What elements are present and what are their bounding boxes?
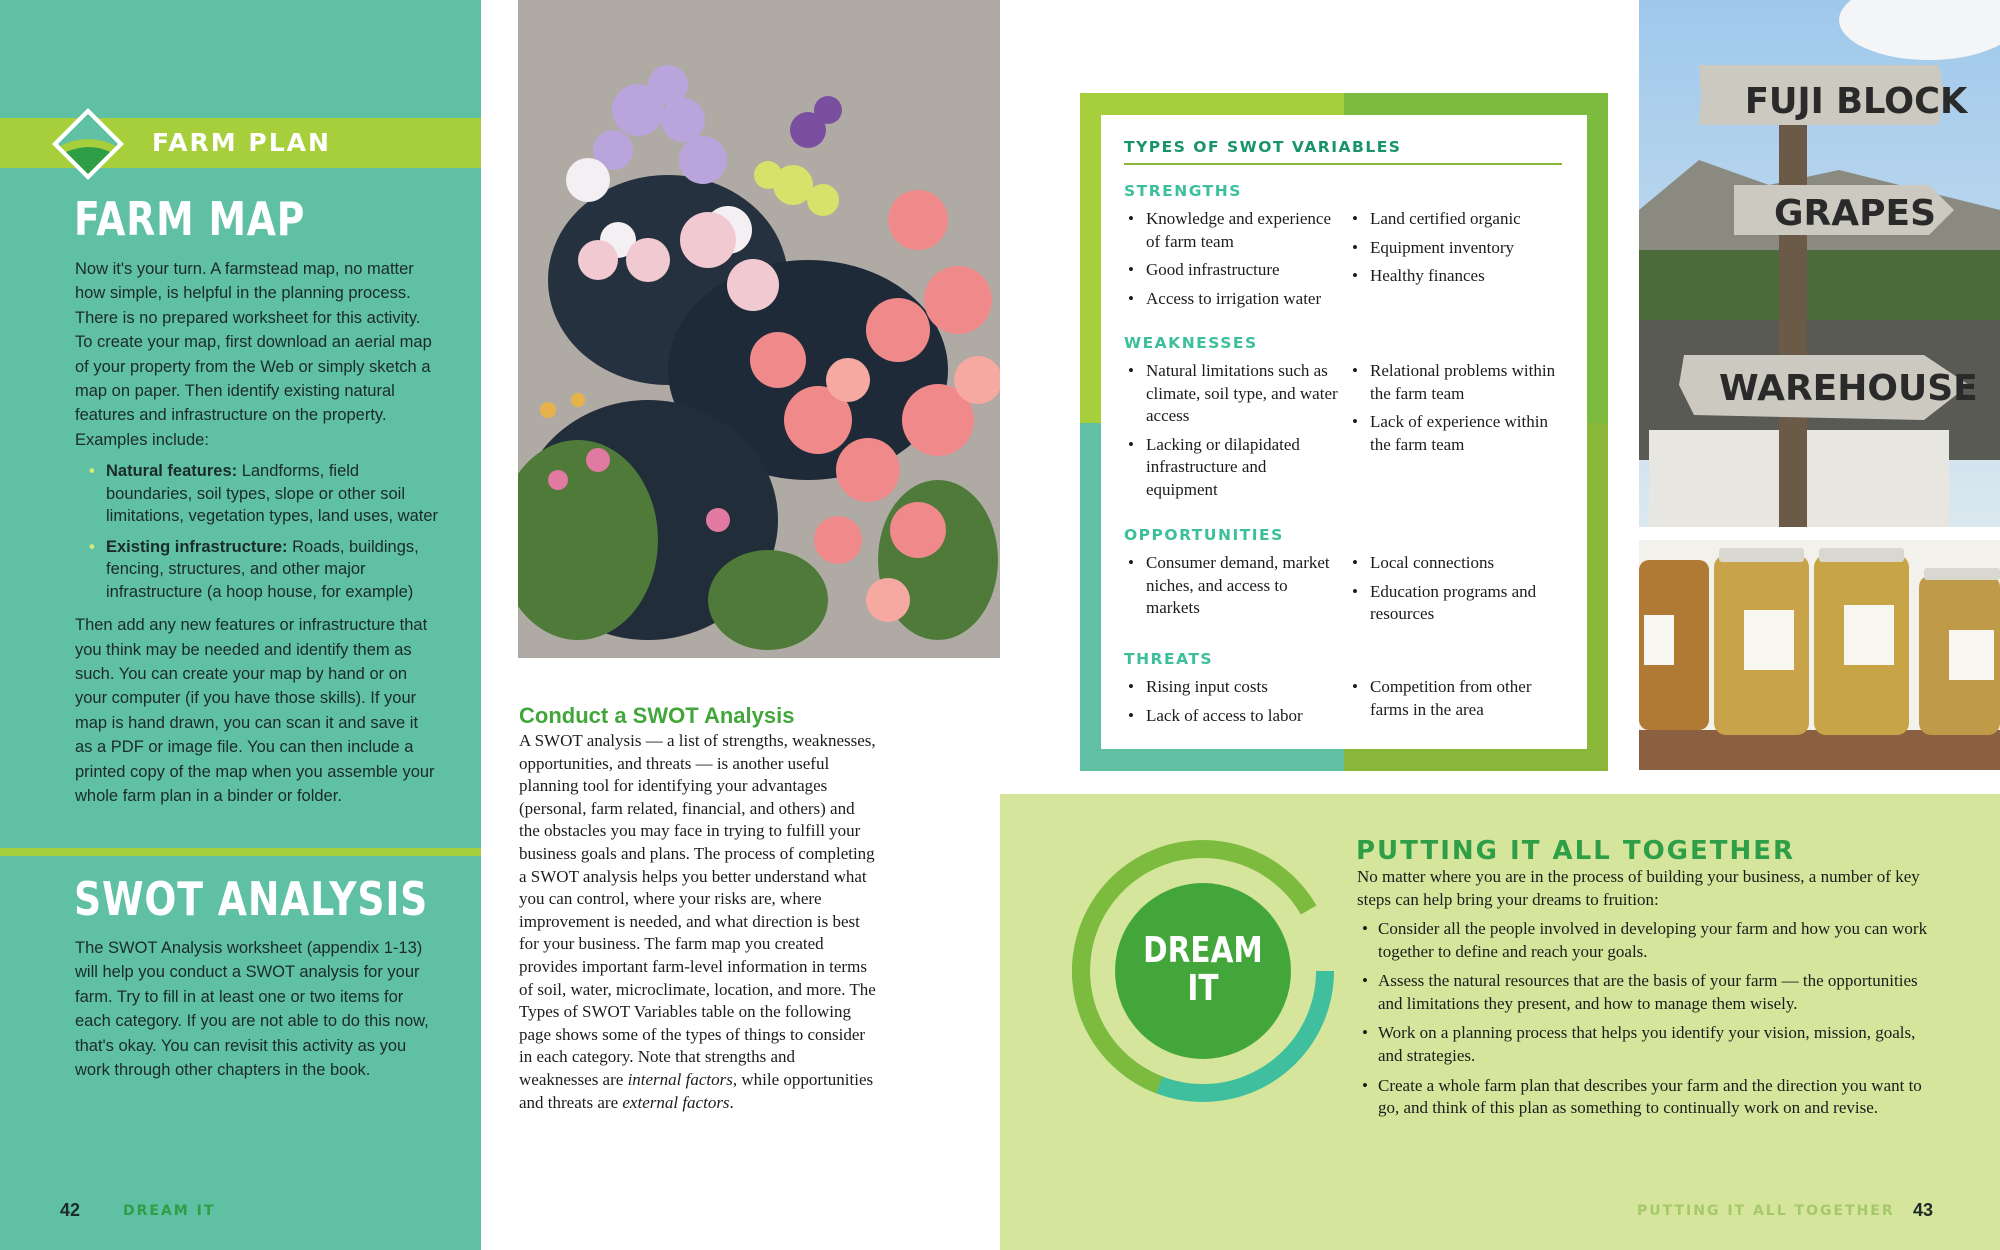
list-item: • Work on a planning process that helps you identify your vision, mission, goals, and strategies. <box>1357 1022 1937 1067</box>
threats-label: THREATS <box>1124 650 1214 668</box>
list-item: • Assess the natural resources that are the basis of your farm — the opportunities and limitations they present, and how to manage them wisely. <box>1357 970 1937 1015</box>
swot-analysis-heading: SWOT ANALYSIS <box>74 872 429 926</box>
weaknesses-label: WEAKNESSES <box>1124 334 1258 352</box>
emphasis-external-factors: external factors <box>622 1092 730 1112</box>
body-text: , while opportunities and threats are <box>519 1069 874 1112</box>
body-text: A SWOT analysis — a list of strengths, weaknesses, opportunities, and threats — is another useful planning tool for identifying your advantages (personal, farm related, financial, and others) and the obstacles you may face in trying to fulfill your business goals and plans. The process of completing a SWOT analysis helps you better understand what you can control, where your risks are, where improvement is needed, and what direction is best for your business. The farm map you created provides important farm-level information in terms of soil, water, microclimate, location, and more. The Types of SWOT Variables table on the following page shows some of the types of things to consider in each category. Note that strengths and weaknesses are <box>519 731 876 1089</box>
putting-it-together-list <box>1357 918 1937 1127</box>
bullet-text: Landforms, field boundaries, soil types, slope or other soil limitations, vegetation types, land uses, water <box>106 462 439 526</box>
page-number-left: 42 <box>60 1200 81 1220</box>
farm-map-closing: Then add any new features or infrastructure that you think may be needed and identify them as such. You can create your map by hand or on your computer (if you have those skills). If your map is hand drawn, you can scan it and save it as a PDF or image file. You can then include a printed copy of the map when you assemble your whole farm plan in a binder or folder. <box>75 616 435 806</box>
list-item: • Equipment inventory <box>1348 237 1563 260</box>
body-text: . <box>729 1092 734 1112</box>
list-item: • Natural limitations such as climate, soil type, and water access <box>1124 360 1340 428</box>
threats-list-right <box>1348 676 1563 727</box>
farm-map-intro: Now it's your turn. A farmstead map, no matter how simple, is helpful in the planning process. There is no prepared worksheet for this activity. To create your map, first download an aerial map of your property from the Web or simply sketch a map on paper. Then identify existing natural features and infrastructure on the property. Examples include: <box>75 260 432 449</box>
farm-plan-label: FARM PLAN <box>152 128 331 157</box>
sign-fuji-block: FUJI BLOCK <box>1744 80 1968 123</box>
list-item: • Knowledge and experience of farm team <box>1124 208 1340 253</box>
sign-warehouse: WAREHOUSE <box>1719 368 1978 409</box>
list-item: • Lack of experience within the farm team <box>1348 411 1563 456</box>
dream-it-badge-text <box>1129 932 1277 1008</box>
threats-list-left <box>1124 676 1340 733</box>
emphasis-internal-factors: internal factors <box>627 1069 733 1089</box>
section-divider <box>0 848 481 856</box>
running-head-right: PUTTING IT ALL TOGETHER <box>1637 1203 1895 1219</box>
swot-title-rule <box>1124 163 1562 165</box>
farm-map-bullet-list <box>75 460 440 603</box>
bullet-label: Natural features: <box>106 462 238 481</box>
list-item: • Existing infrastructure: Roads, buildings, fencing, structures, and other major infrastructure (a hoop house, for example) <box>89 537 419 601</box>
opportunities-list-right <box>1348 552 1563 632</box>
putting-it-together-title: PUTTING IT ALL TOGETHER <box>1356 836 1796 866</box>
list-item: • Create a whole farm plan that describes your farm and the direction you want to go, and think of this plan as something to continually work on and revise. <box>1357 1075 1937 1120</box>
badge-line-dream: DREAM <box>1143 930 1263 971</box>
list-item: • Access to irrigation water <box>1124 288 1340 311</box>
list-item: • Relational problems within the farm team <box>1348 360 1563 405</box>
strengths-list-left <box>1124 208 1340 316</box>
opportunities-label: OPPORTUNITIES <box>1124 526 1284 544</box>
farm-map-body <box>75 257 440 809</box>
list-item: • Healthy finances <box>1348 265 1563 288</box>
farm-signpost-photo <box>1639 0 2000 527</box>
swot-section-body <box>519 730 877 1114</box>
bullet-text: Roads, buildings, fencing, structures, and other major infrastructure (a hoop house, for example) <box>106 537 419 601</box>
putting-it-together-intro: No matter where you are in the process of building your business, a number of key steps can help bring your dreams to fruition: <box>1357 867 1920 909</box>
list-item: • Consumer demand, market niches, and access to markets <box>1124 552 1340 620</box>
strengths-list-right <box>1348 208 1563 294</box>
flower-buckets-photo <box>518 0 1000 658</box>
farm-field-logo-icon <box>50 106 126 182</box>
strengths-label: STRENGTHS <box>1124 182 1242 200</box>
canning-jars-photo <box>1639 540 2000 770</box>
badge-line-it: IT <box>1187 968 1219 1009</box>
list-item: • Competition from other farms in the area <box>1348 676 1563 721</box>
list-item: • Education programs and resources <box>1348 581 1563 626</box>
list-item: • Local connections <box>1348 552 1563 575</box>
weaknesses-list-right <box>1348 360 1563 462</box>
swot-analysis-body: The SWOT Analysis worksheet (appendix 1-13) will help you conduct a SWOT analysis for your farm. Try to fill in at least one or two items for each category. If you are not able to do this now, that's okay. You can revisit this activity as you work through other chapters in the book. <box>75 939 429 1080</box>
swot-table-title: TYPES OF SWOT VARIABLES <box>1124 138 1402 156</box>
list-item: • Lack of access to labor <box>1124 705 1340 728</box>
list-item: • Natural features: Landforms, field boundaries, soil types, slope or other soil limitations, vegetation types, land uses, water <box>89 462 439 526</box>
sign-grapes: GRAPES <box>1774 193 1937 234</box>
page-number-right: 43 <box>1913 1200 1934 1220</box>
list-item: • Rising input costs <box>1124 676 1340 699</box>
opportunities-list-left <box>1124 552 1340 626</box>
weaknesses-list-left <box>1124 360 1340 507</box>
swot-section-title: Conduct a SWOT Analysis <box>519 703 795 728</box>
list-item: • Consider all the people involved in developing your farm and how you can work together to define and reach your goals. <box>1357 918 1937 963</box>
bullet-label: Existing infrastructure: <box>106 537 288 556</box>
list-item: • Good infrastructure <box>1124 259 1340 282</box>
list-item: • Lacking or dilapidated infrastructure and equipment <box>1124 434 1340 502</box>
list-item: • Land certified organic <box>1348 208 1563 231</box>
farm-map-heading: FARM MAP <box>74 192 306 246</box>
running-head-left: DREAM IT <box>123 1203 216 1219</box>
